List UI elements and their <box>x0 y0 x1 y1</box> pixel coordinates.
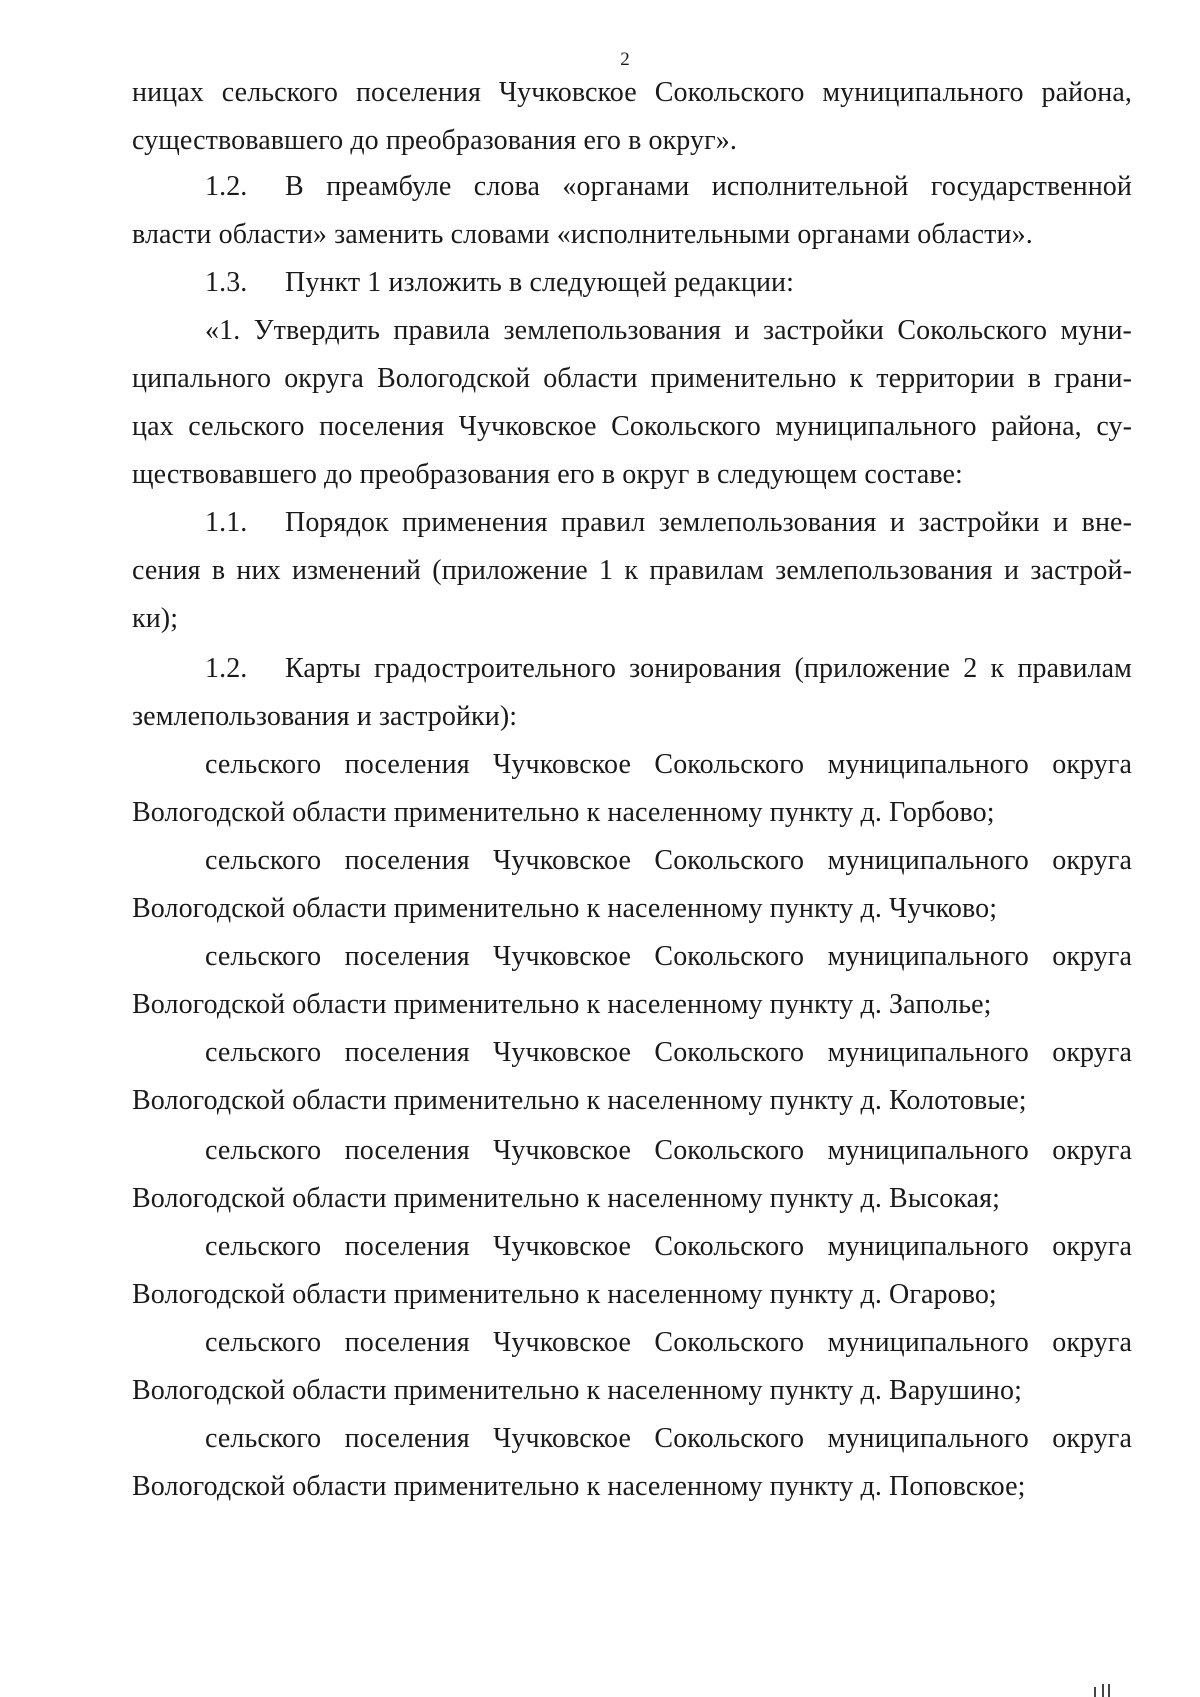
map-item-line: сельского поселения Чучковское Сокольского муниципального округа <box>205 845 1132 876</box>
text-line: ципального округа Вологодской области применительно к территории в грани- <box>132 363 1132 394</box>
page-number: 2 <box>620 49 630 70</box>
text-line: сения в них изменений (приложение 1 к правилам землепользования и застрой- <box>132 555 1132 586</box>
numbered-item-line: 1.1. Порядок применения правил землепользования и застройки и вне- <box>205 507 1132 538</box>
numbered-item-line: 1.2. В преамбуле слова «органами исполнительной государственной <box>205 171 1132 202</box>
text-line: ки); <box>132 603 179 634</box>
text-line: власти области» заменить словами «исполнительными органами области». <box>132 219 1033 250</box>
map-item-line: Вологодской области применительно к населенному пункту д. Колотовые; <box>132 1085 1027 1116</box>
text-line: «1. Утвердить правила землепользования и застройки Сокольского муни- <box>205 315 1132 346</box>
map-item-line: Вологодской области применительно к населенному пункту д. Высокая; <box>132 1183 1001 1214</box>
text-line: существовавшего до преобразования его в округ». <box>132 125 737 156</box>
map-item-line: Вологодской области применительно к населенному пункту д. Огарово; <box>132 1279 997 1310</box>
text-line: землепользования и застройки): <box>132 701 518 732</box>
map-item-line: Вологодской области применительно к населенному пункту д. Горбово; <box>132 797 995 828</box>
map-item-line: сельского поселения Чучковское Сокольского муниципального округа <box>205 1423 1132 1454</box>
item-number: 1.2. <box>205 171 248 202</box>
map-item-line: Вологодской области применительно к населенному пункту д. Чучково; <box>132 893 998 924</box>
map-item-line: сельского поселения Чучковское Сокольского муниципального округа <box>205 1037 1132 1068</box>
item-number: 1.1. <box>205 507 248 538</box>
item-number: 1.2. <box>205 653 248 684</box>
scan-artifact-marks <box>1092 1682 1116 1697</box>
text-line: ществовавшего до преобразования его в округ в следующем составе: <box>132 459 963 490</box>
map-item-line: Вологодской области применительно к населенному пункту д. Поповское; <box>132 1471 1026 1502</box>
map-item-line: сельского поселения Чучковское Сокольского муниципального округа <box>205 749 1132 780</box>
text-line: цах сельского поселения Чучковское Сокольского муниципального района, су- <box>132 411 1132 442</box>
text-line: ницах сельского поселения Чучковское Сокольского муниципального района, <box>132 77 1132 108</box>
numbered-item-line: 1.2. Карты градостроительного зонирования (приложение 2 к правилам <box>205 653 1132 684</box>
map-item-line: сельского поселения Чучковское Сокольского муниципального округа <box>205 1327 1132 1358</box>
map-item-line: сельского поселения Чучковское Сокольского муниципального округа <box>205 941 1132 972</box>
map-item-line: Вологодской области применительно к населенному пункту д. Заполье; <box>132 989 992 1020</box>
map-item-line: Вологодской области применительно к населенному пункту д. Варушино; <box>132 1375 1022 1406</box>
numbered-item-line: 1.3. Пункт 1 изложить в следующей редакции: <box>205 267 795 298</box>
item-number: 1.3. <box>205 267 248 298</box>
map-item-line: сельского поселения Чучковское Сокольского муниципального округа <box>205 1135 1132 1166</box>
map-item-line: сельского поселения Чучковское Сокольского муниципального округа <box>205 1231 1132 1262</box>
